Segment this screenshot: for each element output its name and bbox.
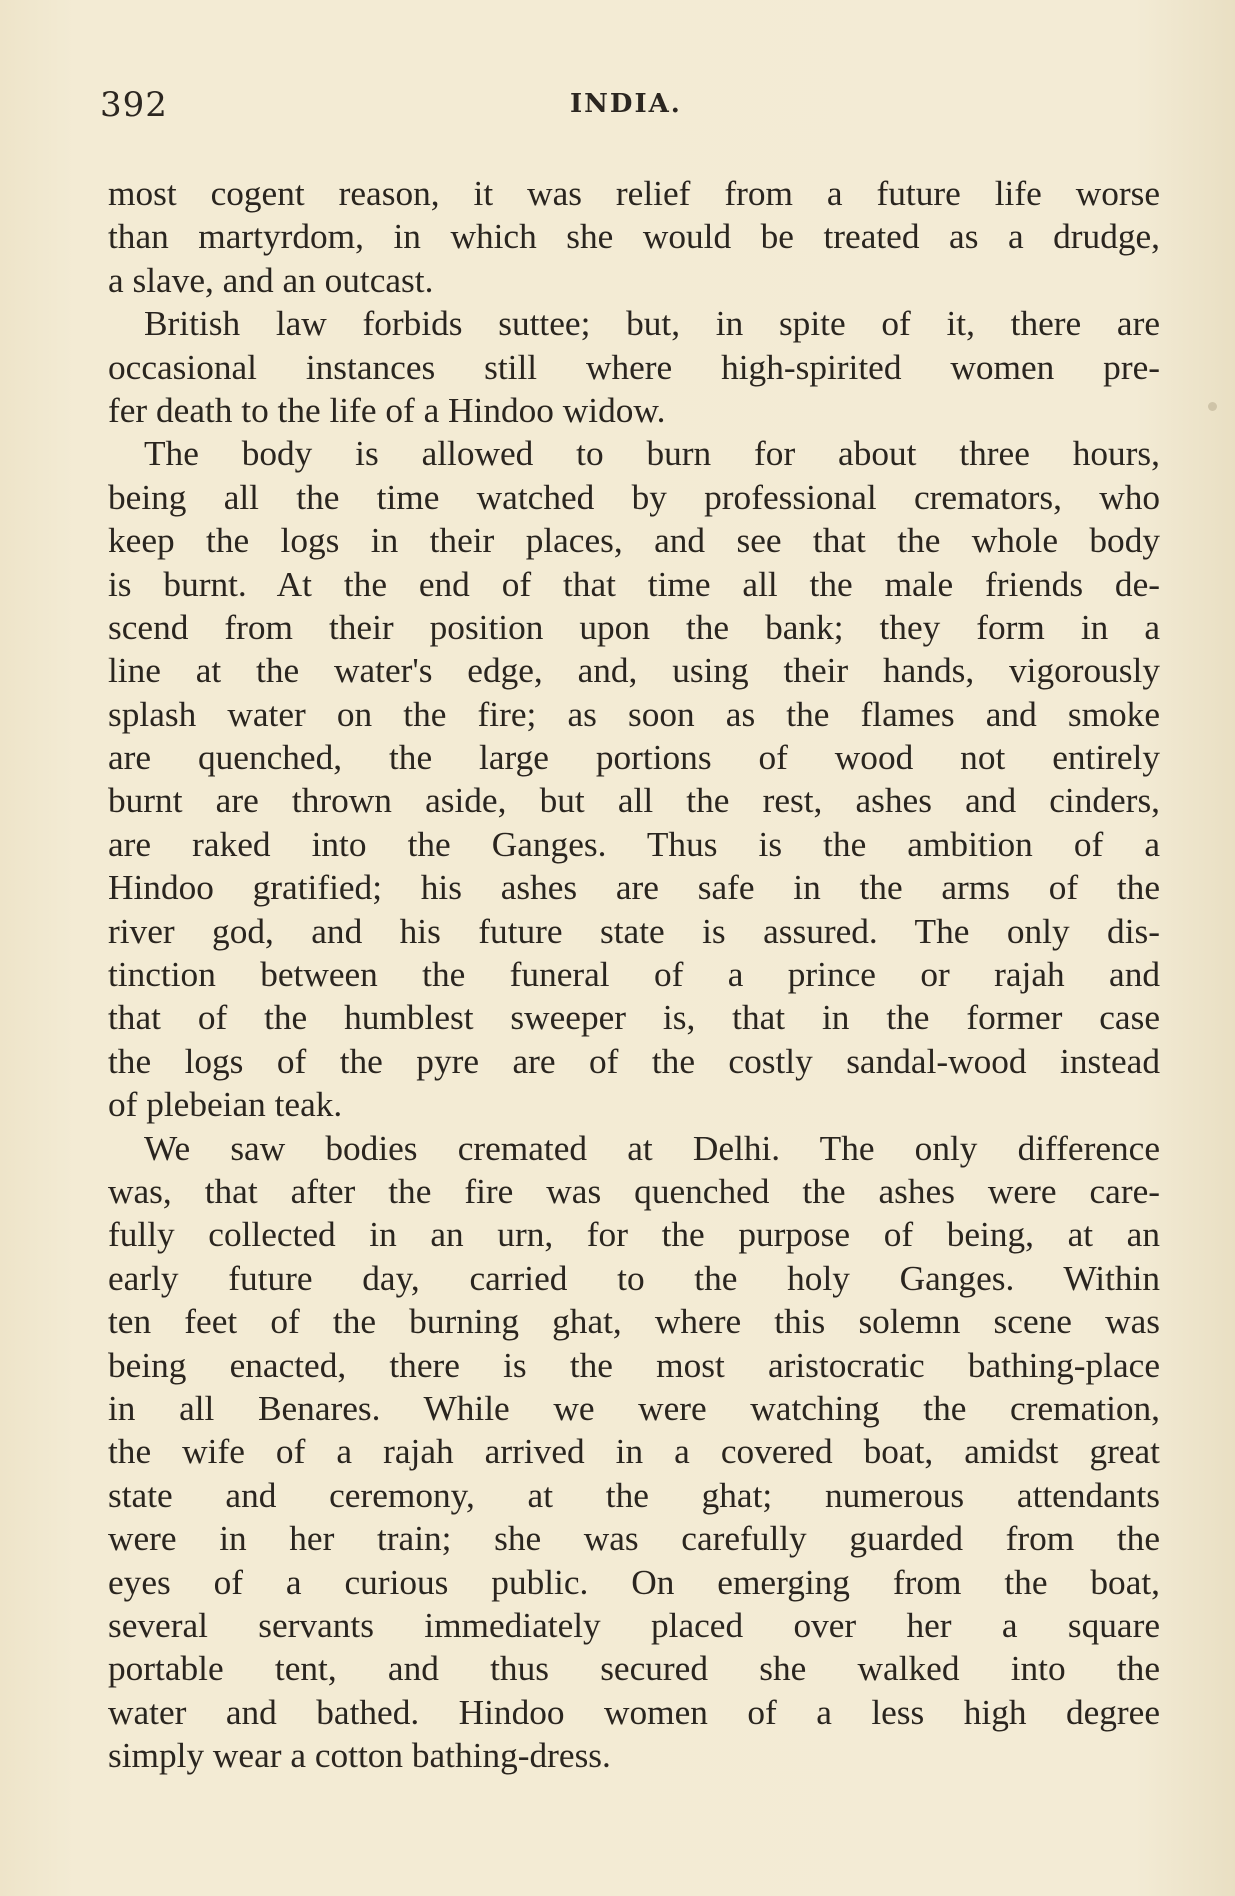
text-line: river god, and his future state is assured. The only dis- <box>108 911 1160 951</box>
text-line: Hindoo gratified; his ashes are safe in the arms of the <box>108 868 1160 908</box>
text-line: was, that after the fire was quenched the ashes were care- <box>108 1171 1160 1211</box>
text-line: than martyrdom, in which she would be treated as a drudge, <box>108 217 1160 257</box>
text-line: keep the logs in their places, and see that the whole body <box>108 521 1160 561</box>
text-line: a slave, and an outcast. <box>108 260 434 300</box>
body-text <box>108 172 1160 1777</box>
text-line: are raked into the Ganges. Thus is the ambition of a <box>108 824 1160 864</box>
text-line: being all the time watched by professional cremators, who <box>108 477 1160 517</box>
text-line: most cogent reason, it was relief from a future life worse <box>108 174 1160 213</box>
text-line: of plebeian teak. <box>108 1085 343 1125</box>
text-line: that of the humblest sweeper is, that in the former case <box>108 998 1160 1038</box>
text-line: splash water on the fire; as soon as the flames and smoke <box>108 694 1160 734</box>
text-line: eyes of a curious public. On emerging from the boat, <box>108 1562 1160 1602</box>
text-line: The body is allowed to burn for about three hours, <box>144 434 1160 474</box>
paper-speck <box>1208 402 1217 411</box>
text-line: burnt are thrown aside, but all the rest, ashes and cinders, <box>108 781 1160 821</box>
text-line: ten feet of the burning ghat, where this solemn scene was <box>108 1302 1160 1342</box>
text-line: the logs of the pyre are of the costly sandal-wood instead <box>108 1041 1160 1081</box>
text-line: We saw bodies cremated at Delhi. The only difference <box>144 1128 1160 1168</box>
page-header <box>100 85 1160 129</box>
text-line: portable tent, and thus secured she walked into the <box>108 1649 1160 1689</box>
text-line: being enacted, there is the most aristocratic bathing-place <box>108 1345 1160 1385</box>
text-line: fully collected in an urn, for the purpose of being, at an <box>108 1215 1160 1255</box>
text-line: scend from their position upon the bank; they form in a <box>108 607 1160 647</box>
text-line: line at the water's edge, and, using their hands, vigorously <box>108 651 1160 691</box>
text-line: tinction between the funeral of a prince or rajah and <box>108 955 1160 995</box>
page-number: 392 <box>100 85 168 125</box>
text-line: early future day, carried to the holy Ganges. Within <box>108 1258 1160 1298</box>
text-line: several servants immediately placed over her a square <box>108 1605 1160 1645</box>
text-line: British law forbids suttee; but, in spite of it, there are <box>144 304 1160 344</box>
text-line: the wife of a rajah arrived in a covered boat, amidst great <box>108 1432 1160 1472</box>
text-line: in all Benares. While we were watching the cremation, <box>108 1388 1160 1428</box>
text-line: occasional instances still where high-spirited women pre- <box>108 347 1160 387</box>
text-line: is burnt. At the end of that time all the male friends de- <box>108 564 1160 604</box>
running-title: INDIA. <box>570 89 682 119</box>
text-line: were in her train; she was carefully guarded from the <box>108 1519 1160 1559</box>
text-line: fer death to the life of a Hindoo widow. <box>108 390 666 430</box>
text-line: state and ceremony, at the ghat; numerous attendants <box>108 1475 1160 1515</box>
text-line: are quenched, the large portions of wood not entirely <box>108 738 1160 778</box>
text-line: simply wear a cotton bathing-dress. <box>108 1736 611 1776</box>
text-line: water and bathed. Hindoo women of a less high degree <box>108 1692 1160 1732</box>
